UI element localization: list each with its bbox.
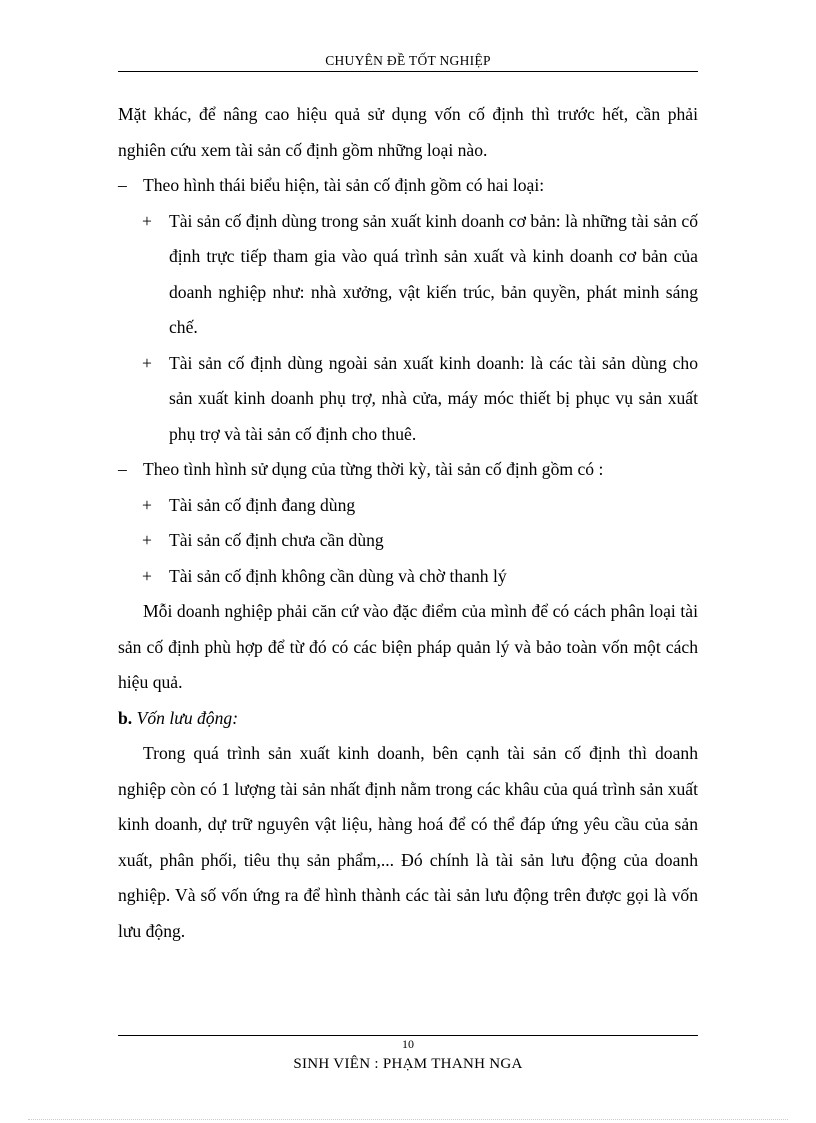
page-number: 10 (402, 1037, 414, 1051)
page-header-title: CHUYÊN ĐỀ TỐT NGHIỆP (325, 53, 491, 68)
paragraph-intro: Mặt khác, để nâng cao hiệu quả sử dụng vốn cố định thì trước hết, cần phải nghiên cứu xem tài sản cố định gồm những loại nào. (118, 104, 698, 160)
list-item-text: Tài sản cố định dùng trong sản xuất kinh doanh cơ bản: là những tài sản cố định trực tiếp tham gia vào quá trình sản xuất và kinh doanh cơ bản của doanh nghiệp như: nhà xưởng, vật kiến trúc, bản quyền, phát minh sáng chế. (169, 210, 698, 337)
list-item-text: Tài sản cố định đang dùng (169, 494, 356, 515)
list-item-plus (118, 559, 698, 595)
page-edge-divider (28, 1119, 788, 1120)
plus-bullet: + (142, 530, 152, 550)
list-item-text: Theo tình hình sử dụng của từng thời kỳ, tài sản cố định gồm có : (143, 459, 604, 479)
list-item-dash (118, 452, 698, 488)
plus-bullet: + (142, 210, 152, 231)
dash-bullet: – (118, 459, 127, 479)
list-item-dash (118, 168, 698, 204)
plus-bullet: + (142, 352, 152, 373)
subheading (118, 701, 698, 737)
list-item-plus (118, 204, 698, 346)
list-item-plus (118, 488, 698, 524)
list-item-text: Tài sản cố định chưa cần dùng (169, 530, 384, 550)
footer-student-name: SINH VIÊN : PHẠM THANH NGA (293, 1056, 523, 1072)
paragraph-classification: Mỗi doanh nghiệp phải căn cứ vào đặc điểm của mình để có cách phân loại tài sản cố định phù hợp để từ đó có các biện pháp quản lý và bảo toàn vốn một cách hiệu quả. (118, 601, 698, 692)
plus-bullet: + (142, 494, 152, 515)
paragraph-working-capital: Trong quá trình sản xuất kinh doanh, bên cạnh tài sản cố định thì doanh nghiệp còn có 1 lượng tài sản nhất định nằm trong các khâu của quá trình sản xuất kinh doanh, dự trữ nguyên vật liệu, hàng hoá để có thể đáp ứng yêu cầu của sản xuất, phân phối, tiêu thụ sản phẩm,... Đó chính là tài sản lưu động của doanh nghiệp. Và số vốn ứng ra để hình thành các tài sản lưu động trên được gọi là vốn lưu động. (118, 743, 698, 941)
header-divider (118, 71, 698, 72)
dash-bullet: – (118, 175, 127, 195)
list-item-plus (118, 523, 698, 559)
plus-bullet: + (142, 565, 152, 586)
subheading-label: b. (118, 707, 133, 728)
list-item-text: Tài sản cố định dùng ngoài sản xuất kinh doanh: là các tài sản dùng cho sản xuất kinh doanh phụ trợ, nhà cửa, máy móc thiết bị phục vụ sản xuất phụ trợ và tài sản cố định cho thuê. (169, 352, 698, 444)
list-item-plus (118, 346, 698, 453)
list-item-text: Tài sản cố định không cần dùng và chờ thanh lý (169, 565, 507, 586)
subheading-title: Vốn lưu động: (136, 707, 239, 728)
document-body (118, 97, 698, 949)
footer-divider (118, 1035, 698, 1036)
list-item-text: Theo hình thái biểu hiện, tài sản cố định gồm có hai loại: (143, 175, 545, 195)
